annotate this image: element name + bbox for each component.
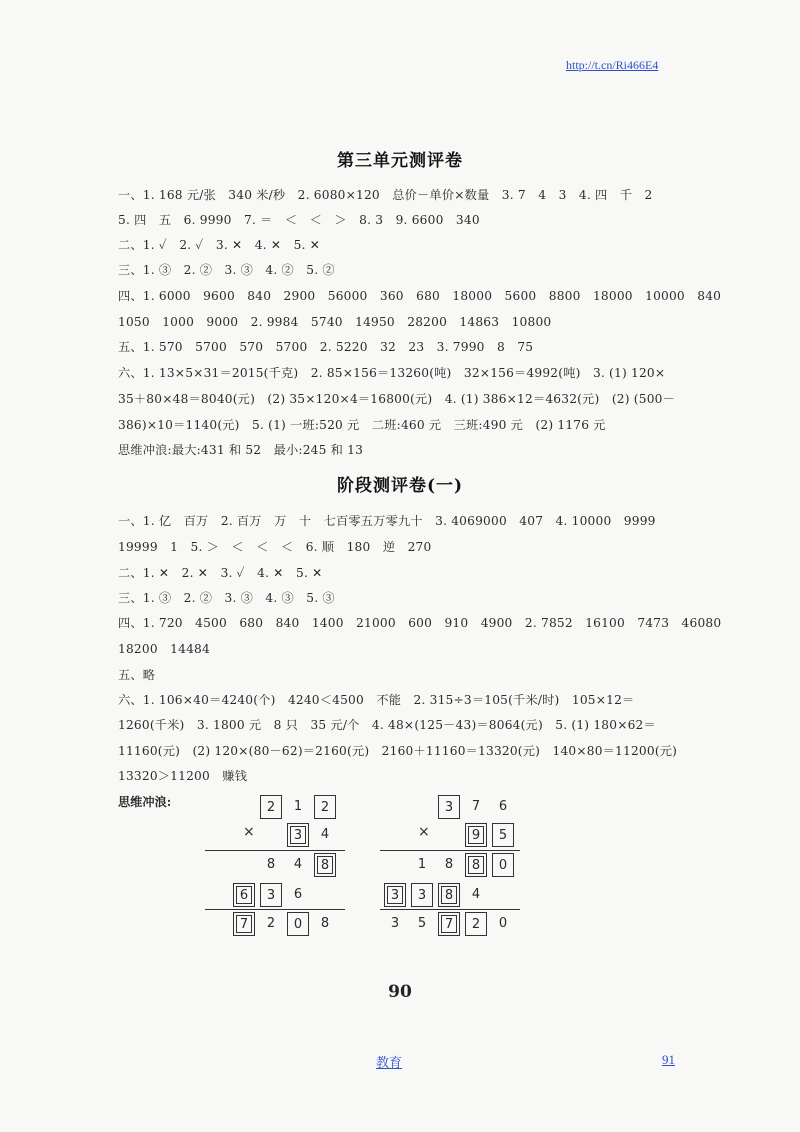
section1-title: 第三单元测评卷 — [337, 151, 463, 171]
puzzle2-digit-box: 9 — [465, 823, 487, 847]
section1-line: 四、1. 6000 9600 840 2900 56000 360 680 18000 5600 8800 18000 10000 840 — [118, 289, 722, 303]
section2-line: 二、1. ✕ 2. ✕ 3. ✓ 4. ✕ 5. ✕ — [118, 566, 323, 580]
footer-center-link[interactable]: 教育 — [376, 1055, 403, 1070]
section1-line: 六、1. 13×5×31＝2015(千克) 2. 85×156＝13260(吨) 32×156＝4992(吨) 3. (1) 120× — [118, 366, 666, 380]
header-url-link[interactable]: http://t.cn/Ri466E4 — [566, 58, 659, 72]
section2-line: 11160(元) (2) 120×(80－62)＝2160(元) 2160＋11160＝13320(元) 140×80＝11200(元) — [118, 744, 678, 758]
section1-line: 三、1. ③ 2. ② 3. ③ 4. ② 5. ② — [118, 263, 335, 277]
section2-title: 阶段测评卷(一) — [336, 476, 464, 496]
puzzle2-digit: 5 — [417, 916, 427, 931]
puzzle1-digit-box: 8 — [314, 853, 336, 877]
puzzle1-digit-box: 2 — [314, 795, 336, 819]
puzzle1-digit-box: 2 — [260, 795, 282, 819]
section2-line: 一、1. 亿 百万 2. 百万 万 十 七百零五万零九十 3. 4069000 407 4. 10000 9999 — [118, 514, 656, 528]
section1-line: 思维冲浪:最大:431 和 52 最小:245 和 13 — [118, 443, 364, 457]
puzzle2-digit-box: 0 — [492, 853, 514, 877]
puzzle2-digit-box: 7 — [438, 912, 460, 936]
puzzle1-digit-box: 7 — [233, 912, 255, 936]
section1-line: 1050 1000 9000 2. 9984 5740 14950 28200 14863 10800 — [118, 315, 552, 329]
puzzle1-rule — [205, 850, 345, 851]
section2-line: 13320＞11200 赚钱 — [118, 769, 248, 783]
puzzle2-digit-box: 3 — [411, 883, 433, 907]
puzzle2-multiplication — [380, 795, 530, 945]
times-sign: × — [243, 824, 255, 840]
puzzle1-digit-box: 3 — [287, 823, 309, 847]
puzzle2-digit-box: 3 — [384, 883, 406, 907]
section1-line: 一、1. 168 元/张 340 米/秒 2. 6080×120 总价－单价×数量 3. 7 4 3 4. 四 千 2 — [118, 188, 653, 202]
section1-line: 5. 四 五 6. 9990 7. ＝ ＜ ＜ ＞ 8. 3 9. 6600 340 — [118, 213, 480, 227]
puzzle-label: 思维冲浪: — [118, 795, 172, 809]
puzzle1-digit: 8 — [266, 857, 276, 872]
footer-page-link[interactable]: 91 — [662, 1052, 675, 1067]
puzzle2-digit-box: 8 — [438, 883, 460, 907]
puzzle1-digit: 6 — [293, 887, 303, 902]
section1-line: 二、1. ✓ 2. ✓ 3. ✕ 4. ✕ 5. ✕ — [118, 238, 321, 252]
puzzle1-digit: 4 — [320, 827, 330, 842]
puzzle2-digit: 4 — [471, 887, 481, 902]
puzzle2-digit: 1 — [417, 857, 427, 872]
puzzle2-rule — [380, 850, 520, 851]
puzzle1-rule — [205, 909, 345, 910]
section1-line: 35＋80×48＝8040(元) (2) 35×120×4＝16800(元) 4. (1) 386×12＝4632(元) (2) (500－ — [118, 392, 675, 406]
section2-line: 18200 14484 — [118, 642, 210, 656]
puzzle2-digit-box: 8 — [465, 853, 487, 877]
section2-line: 六、1. 106×40＝4240(个) 4240＜4500 不能 2. 315÷3＝105(千米/时) 105×12＝ — [118, 693, 635, 707]
puzzle1-digit: 2 — [266, 916, 276, 931]
section2-line: 四、1. 720 4500 680 840 1400 21000 600 910 4900 2. 7852 16100 7473 46080 — [118, 616, 722, 630]
section2-line: 三、1. ③ 2. ② 3. ③ 4. ③ 5. ③ — [118, 591, 335, 605]
puzzle2-digit: 3 — [390, 916, 400, 931]
puzzle1-digit-box: 6 — [233, 883, 255, 907]
puzzle1-digit: 4 — [293, 857, 303, 872]
section1-line: 386)×10＝1140(元) 5. (1) 一班:520 元 二班:460 元 三班:490 元 (2) 1176 元 — [118, 418, 606, 432]
page-number: 90 — [388, 982, 412, 1002]
section1-line: 五、1. 570 5700 570 5700 2. 5220 32 23 3. 7990 8 75 — [118, 340, 534, 354]
times-sign: × — [418, 824, 430, 840]
puzzle2-digit: 8 — [444, 857, 454, 872]
section2-line: 1260(千米) 3. 1800 元 8 只 35 元/个 4. 48×(125－43)＝8064(元) 5. (1) 180×62＝ — [118, 718, 656, 732]
section2-line: 五、略 — [118, 668, 156, 682]
puzzle2-digit-box: 5 — [492, 823, 514, 847]
puzzle2-digit: 7 — [471, 799, 481, 814]
puzzle1-digit-box: 3 — [260, 883, 282, 907]
puzzle2-digit: 6 — [498, 799, 508, 814]
puzzle2-digit-box: 3 — [438, 795, 460, 819]
puzzle2-rule — [380, 909, 520, 910]
puzzle1-multiplication — [205, 795, 355, 945]
puzzle2-digit-box: 2 — [465, 912, 487, 936]
puzzle1-digit: 8 — [320, 916, 330, 931]
puzzle1-digit: 1 — [293, 799, 303, 814]
section2-line: 19999 1 5. ＞ ＜ ＜ ＜ 6. 顺 180 逆 270 — [118, 540, 432, 554]
puzzle1-digit-box: 0 — [287, 912, 309, 936]
puzzle2-digit: 0 — [498, 916, 508, 931]
